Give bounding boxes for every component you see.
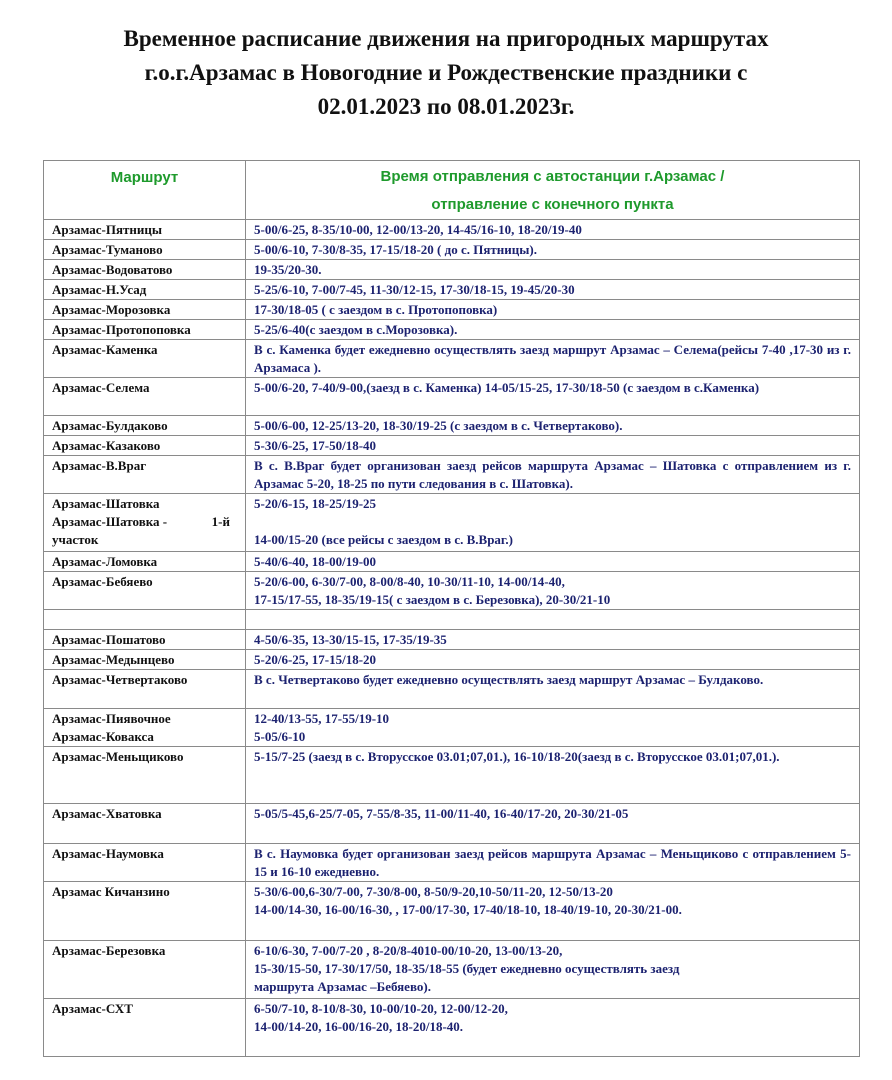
table-row [44, 747, 860, 804]
route-times: В с. Каменка будет ежедневно осуществлять заезд маршрут Арзамас – Селема(рейсы 7-40 ,17-30 из г. Арзамаса ). [246, 340, 860, 378]
table-row [44, 240, 860, 260]
route-name: Арзамас-Булдаково [44, 416, 246, 436]
route-name-line: Арзамас-Шатовка [52, 496, 160, 511]
route-name: Арзамас-Селема [44, 378, 246, 416]
route-name: Арзамас-СХТ [44, 999, 246, 1057]
route-times: 5-00/6-25, 8-35/10-00, 12-00/13-20, 14-45/16-10, 18-20/19-40 [246, 220, 860, 240]
table-row [44, 941, 860, 999]
route-name: Арзамас-Морозовка [44, 300, 246, 320]
times-line: 14-00/14-20, 16-00/16-20, 18-20/18-40. [254, 1019, 464, 1034]
route-times: 19-35/20-30. [246, 260, 860, 280]
table-row [44, 260, 860, 280]
route-name: Арзамас-Водоватово [44, 260, 246, 280]
table-row [44, 280, 860, 300]
times-line: 5-30/6-00,6-30/7-00, 7-30/8-00, 8-50/9-20,10-50/11-20, 12-50/13-20 [254, 884, 613, 899]
route-name: Арзамас-Наумовка [44, 844, 246, 882]
route-name-line: участок [52, 532, 99, 547]
route-name-line: Арзамас-Ковакса [52, 729, 154, 744]
route-name: Арзамас-Бебяево [44, 572, 246, 610]
route-name [44, 494, 246, 552]
table-row [44, 320, 860, 340]
table-row [44, 436, 860, 456]
route-name: Арзамас-Меньщиково [44, 747, 246, 804]
empty-cell [44, 610, 246, 630]
empty-row [44, 610, 860, 630]
route-times: 5-00/6-10, 7-30/8-35, 17-15/18-20 ( до с. Пятницы). [246, 240, 860, 260]
route-times: 5-00/6-20, 7-40/9-00,(заезд в с. Каменка) 14-05/15-25, 17-30/18-50 (с заездом в с.Каменка) [246, 378, 860, 416]
route-name: Арзамас-Хватовка [44, 804, 246, 844]
table-row [44, 340, 860, 378]
route-times: 5-05/5-45,6-25/7-05, 7-55/8-35, 11-00/11-40, 16-40/17-20, 20-30/21-05 [246, 804, 860, 844]
route-times: В с. Четвертаково будет ежедневно осуществлять заезд маршрут Арзамас – Булдаково. [246, 670, 860, 709]
route-name-line: Арзамас-Пиявочное [52, 711, 171, 726]
table-row [44, 999, 860, 1057]
route-name-part: 1-й [211, 514, 230, 529]
route-times [246, 941, 860, 999]
table-row [44, 416, 860, 436]
route-name: Арзамас-Медынцево [44, 650, 246, 670]
table-row [44, 630, 860, 650]
table-row [44, 650, 860, 670]
times-line: 6-50/7-10, 8-10/8-30, 10-00/10-20, 12-00/12-20, [254, 1001, 508, 1016]
route-times: 5-20/6-25, 17-15/18-20 [246, 650, 860, 670]
route-name: Арзамас-Пошатово [44, 630, 246, 650]
title-line-2: г.о.г.Арзамас в Новогодние и Рождественские праздники с [144, 60, 748, 85]
table-row [44, 494, 860, 552]
route-name: Арзамас-Туманово [44, 240, 246, 260]
header-time-line-2: отправление с конечного пункта [431, 196, 674, 213]
empty-cell [246, 610, 860, 630]
times-line: 14-00/14-30, 16-00/16-30, , 17-00/17-30, 17-40/18-10, 18-40/19-10, 20-30/21-00. [254, 902, 682, 917]
table-row [44, 220, 860, 240]
times-line: 6-10/6-30, 7-00/7-20 , 8-20/8-4010-00/10-20, 13-00/13-20, [254, 943, 563, 958]
route-times: 5-15/7-25 (заезд в с. Вторусское 03.01;07,01.), 16-10/18-20(заезд в с. Вторусское 03.01;07,01.). [246, 747, 860, 804]
table-row [44, 844, 860, 882]
times-line: 5-20/6-15, 18-25/19-25 [254, 496, 377, 511]
header-route: Маршрут [44, 161, 246, 220]
route-times: В с. Наумовка будет организован заезд рейсов маршрута Арзамас – Меньщиково с отправлением 5-15 и 16-10 ежедневно. [246, 844, 860, 882]
title-line-1: Временное расписание движения на пригородных маршрутах [123, 26, 769, 51]
times-line: 5-20/6-00, 6-30/7-00, 8-00/8-40, 10-30/11-10, 14-00/14-40, [254, 574, 565, 589]
route-name: Арзамас-Протопоповка [44, 320, 246, 340]
table-row [44, 378, 860, 416]
route-name: Арзамас-Ломовка [44, 552, 246, 572]
route-name: Арзамас Кичанзино [44, 882, 246, 941]
route-times: 5-30/6-25, 17-50/18-40 [246, 436, 860, 456]
route-times: 5-25/6-10, 7-00/7-45, 11-30/12-15, 17-30/18-15, 19-45/20-30 [246, 280, 860, 300]
table-row [44, 300, 860, 320]
route-name [44, 709, 246, 747]
route-times: 4-50/6-35, 13-30/15-15, 17-35/19-35 [246, 630, 860, 650]
route-name: Арзамас-Н.Усад [44, 280, 246, 300]
route-times [246, 999, 860, 1057]
route-name: Арзамас-Березовка [44, 941, 246, 999]
schedule-table [43, 160, 860, 1057]
route-times: 5-40/6-40, 18-00/19-00 [246, 552, 860, 572]
page-title [30, 22, 862, 124]
route-times: 17-30/18-05 ( с заездом в с. Протопоповка) [246, 300, 860, 320]
table-row [44, 572, 860, 610]
header-time [246, 161, 860, 220]
route-times: В с. В.Враг будет организован заезд рейсов маршрута Арзамас – Шатовка с отправлением из г. Арзамас 5-20, 18-25 по пути следования в с. Шатовка). [246, 456, 860, 494]
route-times: 5-25/6-40(с заездом в с.Морозовка). [246, 320, 860, 340]
route-times [246, 882, 860, 941]
route-name: Арзамас-Четвертаково [44, 670, 246, 709]
table-header-row [44, 161, 860, 220]
times-line: 14-00/15-20 (все рейсы с заездом в с. В.Враг.) [254, 532, 513, 547]
route-name: Арзамас-Пятницы [44, 220, 246, 240]
table-row [44, 804, 860, 844]
times-line: 5-05/6-10 [254, 729, 306, 744]
route-times [246, 709, 860, 747]
route-name: Арзамас-В.Враг [44, 456, 246, 494]
header-time-line-1: Время отправления с автостанции г.Арзамас / [380, 168, 725, 185]
table-row [44, 670, 860, 709]
table-row [44, 882, 860, 941]
times-line: 15-30/15-50, 17-30/17/50, 18-35/18-55 (будет ежедневно осуществлять заезд [254, 961, 680, 976]
times-line: 12-40/13-55, 17-55/19-10 [254, 711, 390, 726]
route-name-part: Арзамас-Шатовка - [52, 514, 168, 529]
route-times: 5-00/6-00, 12-25/13-20, 18-30/19-25 (с заездом в с. Четвертаково). [246, 416, 860, 436]
times-line: маршрута Арзамас –Бебяево). [254, 979, 431, 994]
route-name: Арзамас-Каменка [44, 340, 246, 378]
table-row [44, 456, 860, 494]
route-name: Арзамас-Казаково [44, 436, 246, 456]
route-times [246, 494, 860, 552]
title-line-3: 02.01.2023 по 08.01.2023г. [317, 94, 575, 119]
table-row [44, 552, 860, 572]
times-line: 17-15/17-55, 18-35/19-15( с заездом в с. Березовка), 20-30/21-10 [254, 592, 611, 607]
route-name-line [52, 513, 230, 531]
route-times [246, 572, 860, 610]
table-row [44, 709, 860, 747]
